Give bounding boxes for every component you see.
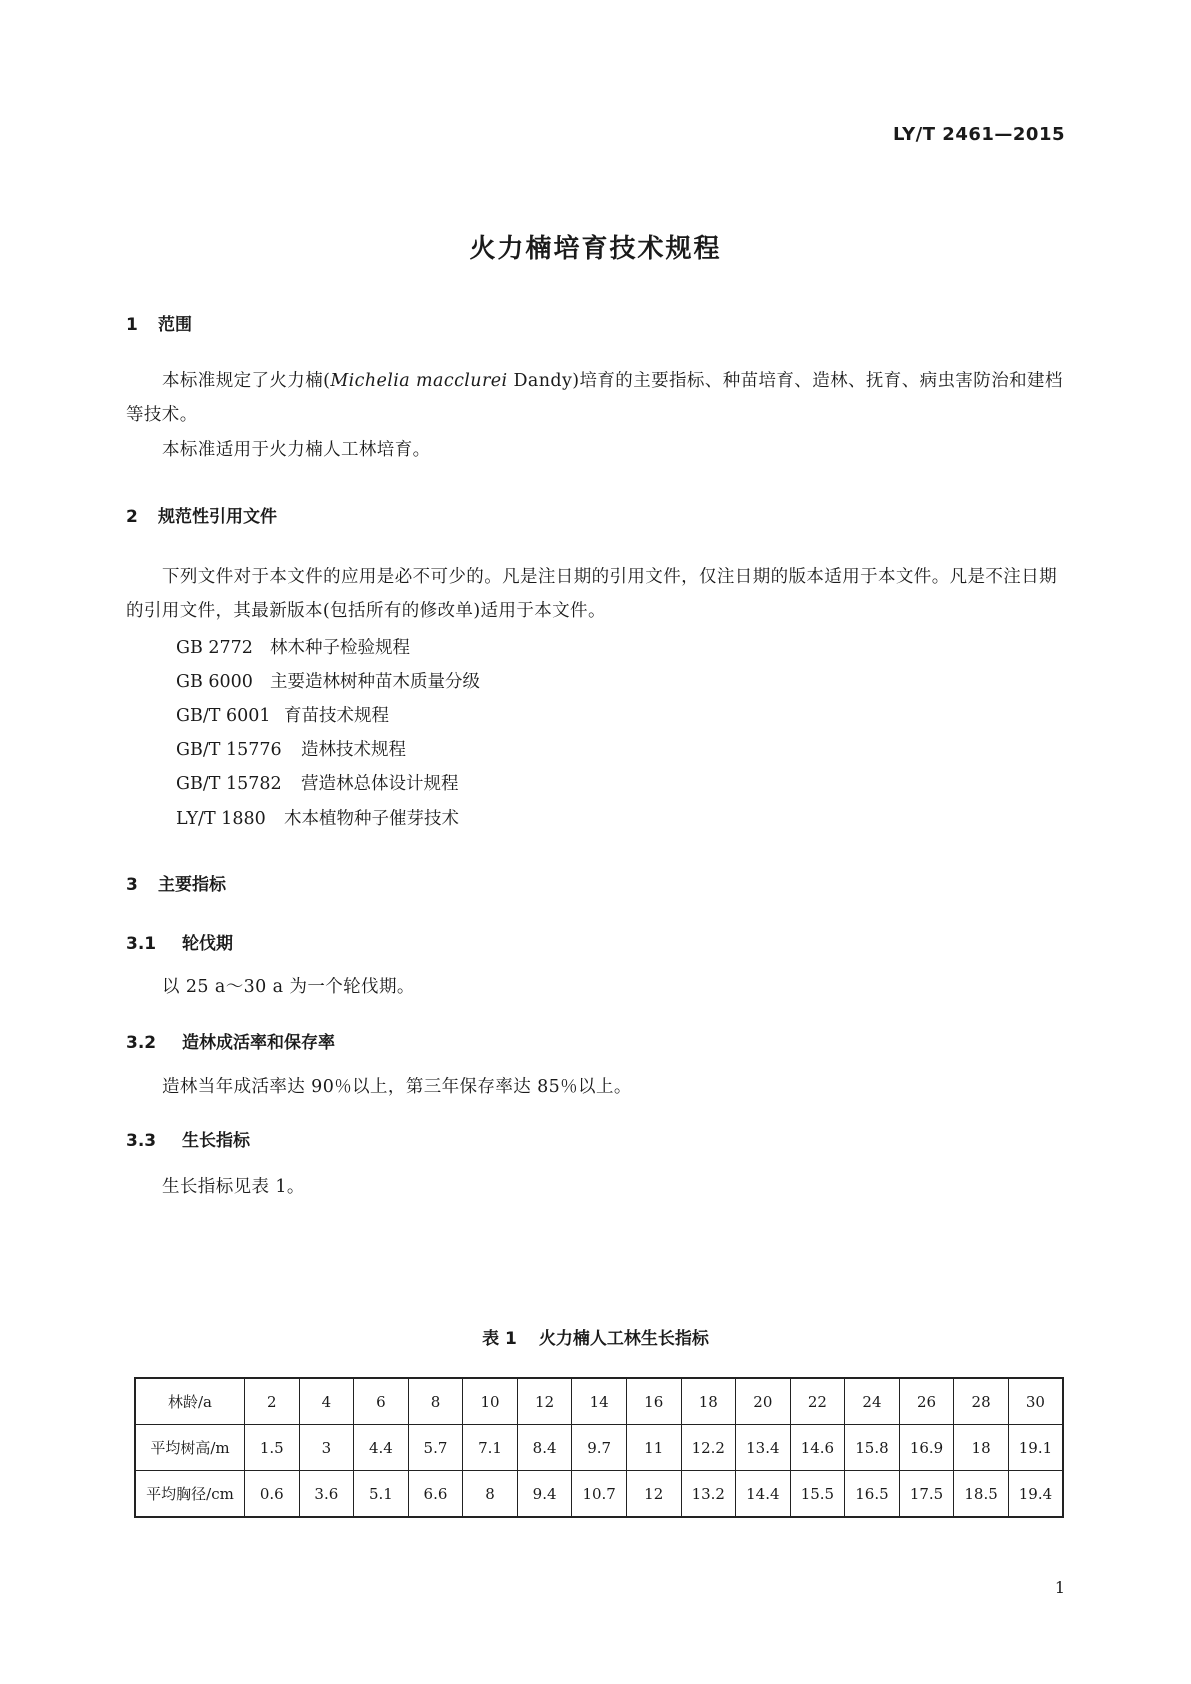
table-cell: 15.5 — [790, 1471, 845, 1518]
reference-title: 木本植物种子催芽技术 — [284, 809, 459, 829]
table-cell: 9.4 — [517, 1471, 572, 1518]
latin-species-name: Michelia macclurei — [330, 371, 508, 391]
section-number: 2 — [126, 507, 138, 527]
row-label: 平均树高/m — [135, 1425, 245, 1471]
reference-code: LY/T 1880 — [176, 809, 266, 829]
table-cell: 3.6 — [299, 1471, 354, 1518]
table-cell: 14.4 — [736, 1471, 791, 1518]
reference-code: GB 6000 — [176, 672, 253, 692]
table-cell: 14.6 — [790, 1425, 845, 1471]
section-2-heading — [126, 502, 277, 527]
reference-code: GB 2772 — [176, 638, 253, 658]
table-cell: 17.5 — [899, 1471, 954, 1518]
table-cell: 10 — [463, 1378, 518, 1425]
table-cell: 15.8 — [845, 1425, 900, 1471]
reference-title: 造林技术规程 — [301, 740, 406, 760]
row-label: 平均胸径/cm — [135, 1471, 245, 1518]
reference-title: 主要造林树种苗木质量分级 — [270, 672, 480, 692]
section-title: 范围 — [158, 315, 192, 335]
reference-item — [176, 668, 480, 693]
section-title: 规范性引用文件 — [158, 507, 277, 527]
table-caption — [0, 1324, 1191, 1349]
section-number: 3.1 — [126, 934, 157, 954]
rotation-period-text: 以 25 a～30 a 为一个轮伐期。 — [162, 977, 415, 997]
scope-text-part-2: Dandy)培育的主要指标、种苗培育、造林、抚育、病虫害防治和建档等技术。 — [126, 371, 1063, 425]
section-title: 造林成活率和保存率 — [182, 1033, 335, 1053]
survival-rate-text: 造林当年成活率达 90％以上，第三年保存率达 85％以上。 — [162, 1077, 632, 1097]
reference-title: 林木种子检验规程 — [270, 638, 410, 658]
table-cell: 8 — [463, 1471, 518, 1518]
table-cell: 9.7 — [572, 1425, 627, 1471]
section-title: 生长指标 — [182, 1131, 250, 1151]
section-3-3-heading — [126, 1126, 250, 1151]
table-cell: 0.6 — [245, 1471, 300, 1518]
growth-index-text: 生长指标见表 1。 — [162, 1177, 305, 1197]
table-title: 火力楠人工林生长指标 — [538, 1329, 709, 1349]
table-cell: 16.5 — [845, 1471, 900, 1518]
section-3-1-heading — [126, 929, 233, 954]
table-cell: 16.9 — [899, 1425, 954, 1471]
page-number: 1 — [1054, 1578, 1065, 1597]
reference-title: 育苗技术规程 — [284, 706, 389, 726]
growth-index-table — [134, 1377, 1064, 1518]
table-cell: 19.1 — [1008, 1425, 1063, 1471]
table-cell: 7.1 — [463, 1425, 518, 1471]
table-cell: 26 — [899, 1378, 954, 1425]
table-cell: 6 — [354, 1378, 409, 1425]
table-cell: 20 — [736, 1378, 791, 1425]
table-cell: 2 — [245, 1378, 300, 1425]
table-cell: 16 — [626, 1378, 681, 1425]
table-cell: 5.7 — [408, 1425, 463, 1471]
section-number: 3 — [126, 875, 138, 895]
table-row — [135, 1471, 1063, 1518]
scope-paragraph — [126, 364, 1066, 432]
table-cell: 12 — [626, 1471, 681, 1518]
section-number: 3.2 — [126, 1033, 157, 1053]
section-3-heading — [126, 870, 226, 895]
section-number: 3.3 — [126, 1131, 157, 1151]
table-cell: 3 — [299, 1425, 354, 1471]
references-intro-paragraph: 下列文件对于本文件的应用是必不可少的。凡是注日期的引用文件，仅注日期的版本适用于本文件。凡是不注日期的引用文件，其最新版本(包括所有的修改单)适用于本文件。 — [126, 567, 1057, 621]
table-cell: 11 — [626, 1425, 681, 1471]
reference-item — [176, 805, 459, 830]
section-number: 1 — [126, 315, 138, 335]
table-cell: 4 — [299, 1378, 354, 1425]
table-row — [135, 1425, 1063, 1471]
reference-item — [176, 770, 459, 795]
table-cell: 28 — [954, 1378, 1009, 1425]
reference-item — [176, 634, 410, 659]
table-cell: 18 — [681, 1378, 736, 1425]
section-title: 主要指标 — [158, 875, 226, 895]
table-number: 表 1 — [482, 1329, 517, 1349]
reference-item — [176, 736, 406, 761]
table-cell: 1.5 — [245, 1425, 300, 1471]
section-1-heading — [126, 310, 192, 335]
table-cell: 5.1 — [354, 1471, 409, 1518]
reference-code: GB/T 15782 — [176, 774, 282, 794]
scope-text-part-1: 本标准规定了火力楠( — [162, 371, 331, 391]
table-cell: 13.4 — [736, 1425, 791, 1471]
table-cell: 30 — [1008, 1378, 1063, 1425]
table-cell: 18.5 — [954, 1471, 1009, 1518]
table-cell: 18 — [954, 1425, 1009, 1471]
section-title: 轮伐期 — [182, 934, 233, 954]
table-cell: 22 — [790, 1378, 845, 1425]
table-cell: 8.4 — [517, 1425, 572, 1471]
table-cell: 8 — [408, 1378, 463, 1425]
applicability-paragraph: 本标准适用于火力楠人工林培育。 — [162, 440, 431, 460]
table-cell: 10.7 — [572, 1471, 627, 1518]
table-cell: 12 — [517, 1378, 572, 1425]
table-cell: 14 — [572, 1378, 627, 1425]
reference-title: 营造林总体设计规程 — [301, 774, 459, 794]
table-cell: 19.4 — [1008, 1471, 1063, 1518]
table-row — [135, 1378, 1063, 1425]
table-cell: 4.4 — [354, 1425, 409, 1471]
document-title: 火力楠培育技术规程 — [469, 234, 722, 264]
reference-code: GB/T 15776 — [176, 740, 282, 760]
section-3-2-heading — [126, 1028, 335, 1053]
reference-code: GB/T 6001 — [176, 706, 271, 726]
table-cell: 24 — [845, 1378, 900, 1425]
table-cell: 6.6 — [408, 1471, 463, 1518]
table-cell: 13.2 — [681, 1471, 736, 1518]
row-label: 林龄/a — [135, 1378, 245, 1425]
table-cell: 12.2 — [681, 1425, 736, 1471]
standard-code: LY/T 2461—2015 — [892, 124, 1065, 145]
reference-item — [176, 702, 389, 727]
